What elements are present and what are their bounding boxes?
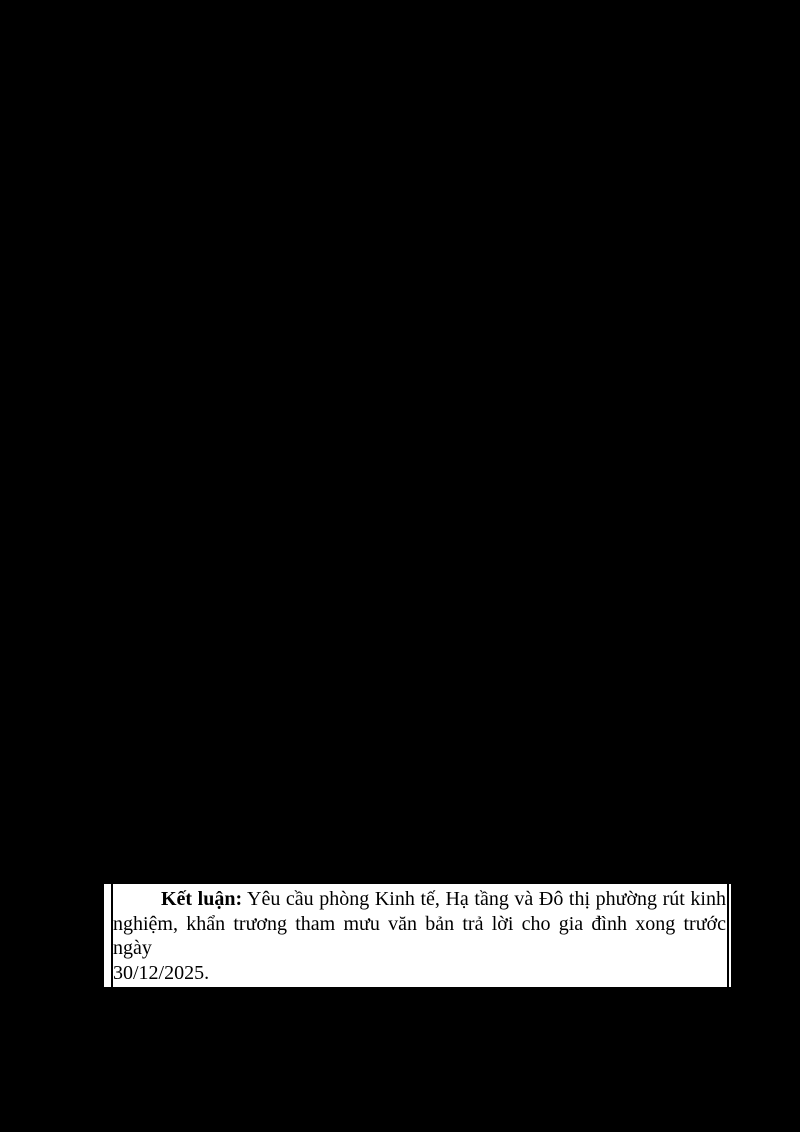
conclusion-text-line-1: Yêu cầu phòng Kinh tế, Hạ tầng và Đô thị phường rút kinh [242, 888, 726, 910]
document-page-fragment [104, 884, 731, 987]
conclusion-text-line-2: nghiệm, khẩn trương tham mưu văn bản trả lời cho gia đình xong trước ngày [113, 912, 726, 959]
conclusion-paragraph [113, 887, 726, 985]
conclusion-label: Kết luận: [161, 888, 243, 910]
table-cell-border-right [727, 884, 729, 987]
paragraph-line-3 [113, 961, 726, 986]
paragraph-line-1 [113, 887, 726, 912]
conclusion-text-line-3: 30/12/2025. [113, 961, 210, 984]
paragraph-line-2 [113, 912, 726, 961]
